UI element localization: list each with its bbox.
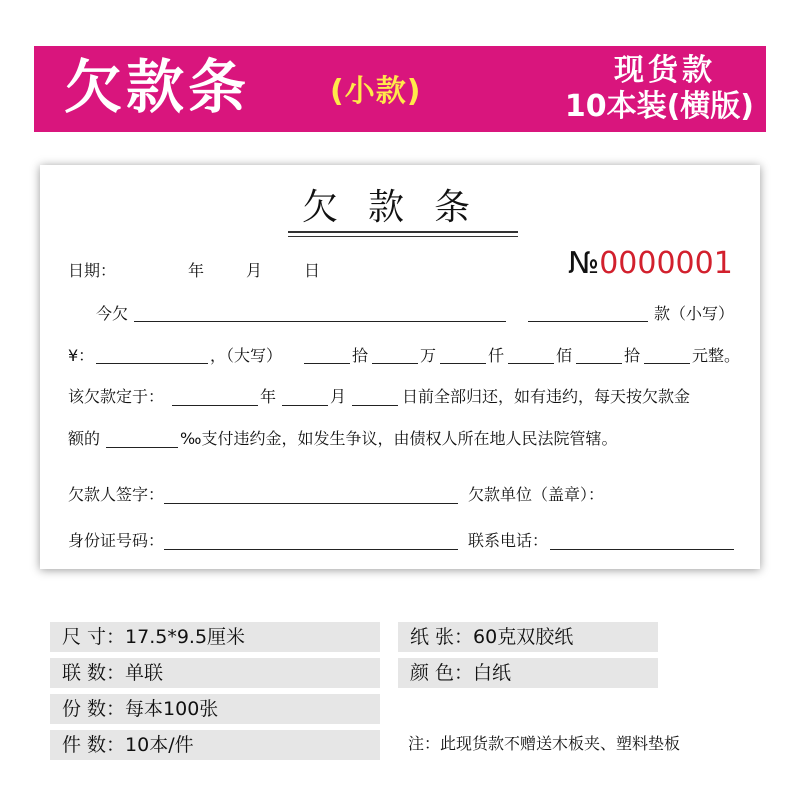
spec-sheets: 份 数：每本100张 (50, 694, 380, 724)
date-day: 日 (304, 261, 321, 280)
spec-paper: 纸 张：60克双胶纸 (398, 622, 658, 652)
date-month: 月 (246, 261, 263, 280)
debtor-sign-label: 欠款人签字： (68, 485, 165, 504)
big-amount-label: ，（大写） (210, 346, 283, 365)
date-label: 日期： (68, 261, 117, 280)
phone-line (550, 549, 734, 550)
penalty-prefix: 额的 (68, 429, 101, 448)
spec-note: 注：此现货款不赠送木板夹、塑料垫板 (408, 734, 681, 753)
debtor-unit-label: 欠款单位（盖章）： (468, 485, 605, 504)
banner-title: 欠款条 (64, 53, 251, 121)
big-line-1 (304, 363, 350, 364)
big-line-2 (372, 363, 418, 364)
banner-pack-label: 10本装(横版) (564, 89, 754, 124)
date-year: 年 (188, 261, 205, 280)
unit-shi: 拾 (352, 346, 369, 365)
serial-number (568, 247, 733, 281)
debtor-sign-line (164, 503, 458, 504)
phone-label: 联系电话： (468, 531, 549, 550)
due-text: 日前全部归还，如有违约，每天按欠款金 (402, 387, 691, 406)
banner-stock-label: 现货款 (614, 53, 716, 88)
spec-size: 尺 寸：17.5*9.5厘米 (50, 622, 380, 652)
title-underline-thin (288, 236, 518, 237)
owe-line (134, 321, 506, 322)
serial-value: 0000001 (599, 246, 733, 281)
due-month: 月 (330, 387, 347, 406)
penalty-line (106, 447, 178, 448)
due-month-line (282, 405, 328, 406)
due-day-line (352, 405, 398, 406)
amount-small-label: 款（小写） (654, 304, 735, 323)
due-year: 年 (260, 387, 277, 406)
amount-small-line (528, 321, 648, 322)
big-line-3 (440, 363, 486, 364)
big-line-4 (508, 363, 554, 364)
unit-wan: 万 (420, 346, 437, 365)
due-year-line (172, 405, 258, 406)
unit-bai: 佰 (556, 346, 573, 365)
unit-yuan: 元整。 (692, 346, 741, 365)
id-number-label: 身份证号码： (68, 531, 165, 550)
form-title: 欠款条 (302, 187, 501, 228)
spec-pieces: 件 数：10本/件 (50, 730, 380, 760)
product-banner (34, 46, 766, 132)
penalty-text: ‰支付违约金，如发生争议，由债权人所在地人民法院管辖。 (180, 429, 618, 448)
yen-label: ¥： (68, 346, 95, 365)
serial-prefix: № (568, 246, 600, 281)
iou-form-sheet (40, 165, 760, 569)
unit-qian: 仟 (488, 346, 505, 365)
spec-copies: 联 数：单联 (50, 658, 380, 688)
id-number-line (164, 549, 458, 550)
yen-line (96, 363, 208, 364)
big-line-5 (576, 363, 622, 364)
due-label: 该欠款定于： (68, 387, 165, 406)
big-line-6 (644, 363, 690, 364)
unit-shi2: 拾 (624, 346, 641, 365)
banner-subtitle: (小款) (330, 74, 422, 109)
title-underline (288, 231, 518, 233)
spec-color: 颜 色：白纸 (398, 658, 658, 688)
owe-label: 今欠 (96, 304, 129, 323)
